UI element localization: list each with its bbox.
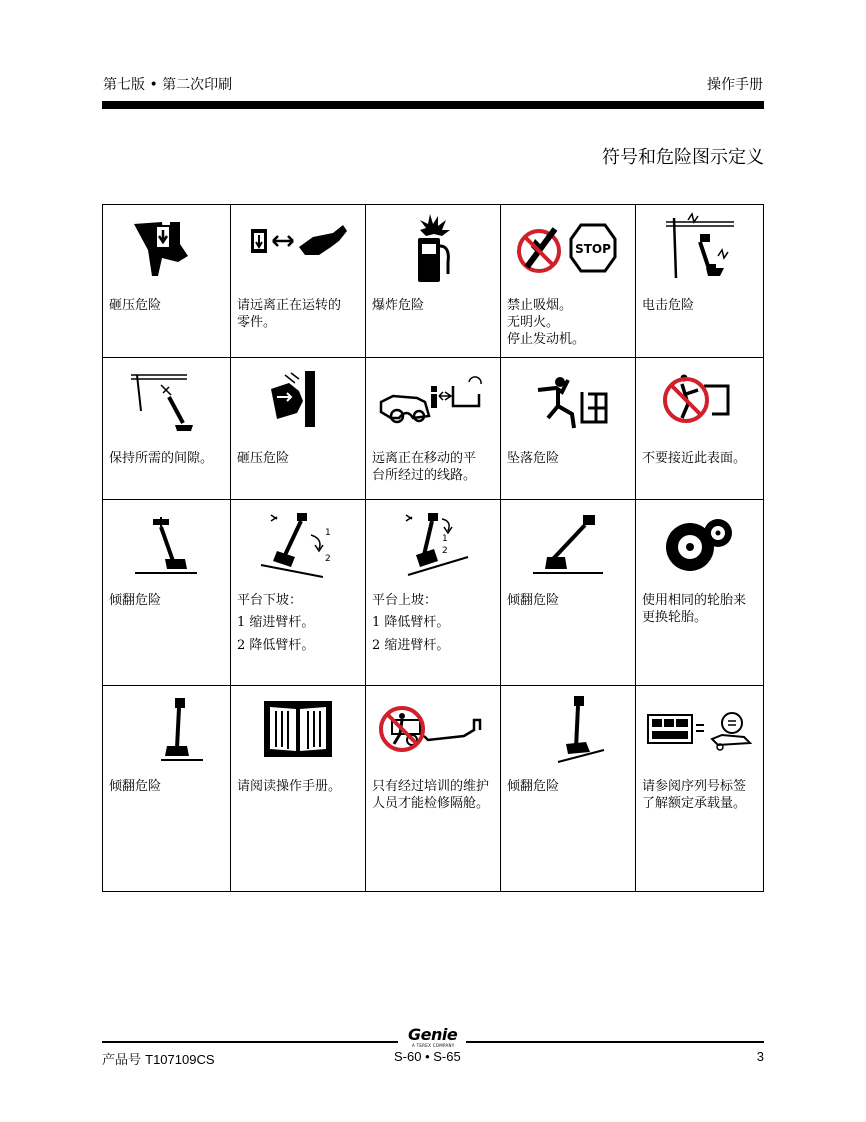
tip-over-hazard-4-icon xyxy=(501,686,635,774)
trained-personnel-only-icon xyxy=(366,686,500,774)
symbol-caption: 倾翻危险 xyxy=(109,593,162,608)
symbol-caption: 倾翻危险 xyxy=(109,779,162,794)
svg-text:2: 2 xyxy=(442,546,448,556)
genie-logo-tagline: A TEREX COMPANY xyxy=(412,1043,455,1048)
table-cell xyxy=(366,500,501,686)
table-cell xyxy=(636,358,764,500)
symbol-caption: 电击危险 xyxy=(642,298,695,313)
keep-away-moving-parts-icon xyxy=(231,205,365,293)
table-cell xyxy=(366,358,501,500)
table-cell xyxy=(103,205,231,358)
read-manual-icon xyxy=(231,686,365,774)
table-cell xyxy=(366,205,501,358)
symbol-caption: 请阅读操作手册。 xyxy=(237,779,342,794)
fall-hazard-icon xyxy=(501,358,635,446)
symbol-caption: 砸压危险 xyxy=(109,298,162,313)
tip-over-hazard-2-icon xyxy=(501,500,635,588)
symbol-caption: 平台下坡： xyxy=(237,593,303,608)
table-row xyxy=(103,205,764,358)
table-cell xyxy=(501,686,636,892)
maintain-clearance-icon xyxy=(103,358,230,446)
symbol-caption: 倾翻危险 xyxy=(507,779,560,794)
no-smoking-stop-icon xyxy=(501,205,635,293)
svg-text:STOP: STOP xyxy=(575,242,611,256)
product-label: 产品号 xyxy=(102,1053,146,1068)
symbols-table xyxy=(102,204,764,892)
footer-product-number xyxy=(102,1049,215,1068)
step-2: 2 缩进臂杆。 xyxy=(372,638,450,653)
header-rule xyxy=(102,101,764,109)
svg-text:2: 2 xyxy=(325,554,331,564)
electrocution-hazard-icon xyxy=(636,205,763,293)
footer-rule-left xyxy=(102,1041,398,1043)
symbol-caption: 禁止吸烟。 无明火。 停止发动机。 xyxy=(507,298,586,347)
svg-text:1: 1 xyxy=(325,528,331,538)
serial-label-capacity-icon xyxy=(636,686,763,774)
symbol-caption: 保持所需的间隙。 xyxy=(109,451,214,466)
table-cell xyxy=(231,686,366,892)
crush-hazard-2-icon xyxy=(231,358,365,446)
table-cell xyxy=(231,358,366,500)
genie-logo: Genie xyxy=(408,1025,458,1044)
footer-rule-right xyxy=(466,1041,764,1043)
tip-over-hazard-3-icon xyxy=(103,686,230,774)
symbol-caption: 只有经过培训的维护 人员才能检修隔舱。 xyxy=(372,779,490,811)
table-cell xyxy=(366,686,501,892)
symbol-caption: 倾翻危险 xyxy=(507,593,560,608)
symbol-caption: 不要接近此表面。 xyxy=(642,451,747,466)
symbol-caption: 平台上坡： xyxy=(372,593,438,608)
table-cell xyxy=(501,205,636,358)
table-row xyxy=(103,358,764,500)
table-cell xyxy=(231,205,366,358)
page-number: 3 xyxy=(756,1049,764,1064)
symbol-caption: 远离正在移动的平 台所经过的线路。 xyxy=(372,451,477,483)
table-cell xyxy=(103,500,231,686)
symbol-caption: 砸压危险 xyxy=(237,451,290,466)
page-title: 符号和危险图示定义 xyxy=(602,147,764,168)
header-manual-title: 操作手册 xyxy=(707,77,763,93)
platform-path-icon xyxy=(366,358,500,446)
table-cell xyxy=(636,686,764,892)
table-cell xyxy=(501,500,636,686)
table-cell xyxy=(103,686,231,892)
footer-models: S-60 • S-65 xyxy=(394,1049,461,1064)
downhill-icon xyxy=(231,500,365,588)
crush-hazard-icon xyxy=(103,205,230,293)
explosion-hazard-icon xyxy=(366,205,500,293)
table-row xyxy=(103,500,764,686)
step-1: 1 缩进臂杆。 xyxy=(237,615,315,630)
symbol-caption: 请参阅序列号标签 了解额定承载量。 xyxy=(642,779,747,811)
symbol-caption: 请远离正在运转的 零件。 xyxy=(237,298,342,330)
table-row xyxy=(103,686,764,892)
symbol-caption: 坠落危险 xyxy=(507,451,560,466)
step-1: 1 降低臂杆。 xyxy=(372,615,450,630)
no-touch-surface-icon xyxy=(636,358,763,446)
tire-replacement-icon xyxy=(636,500,763,588)
header-edition: 第七版 • 第二次印刷 xyxy=(103,77,233,93)
uphill-icon xyxy=(366,500,500,588)
table-cell xyxy=(501,358,636,500)
product-code: T107109CS xyxy=(145,1052,215,1067)
table-cell xyxy=(636,205,764,358)
svg-text:1: 1 xyxy=(442,534,448,544)
table-cell xyxy=(636,500,764,686)
table-cell xyxy=(231,500,366,686)
step-2: 2 降低臂杆。 xyxy=(237,638,315,653)
symbol-caption: 使用相同的轮胎来 更换轮胎。 xyxy=(642,593,747,625)
symbol-caption: 爆炸危险 xyxy=(372,298,425,313)
table-cell xyxy=(103,358,231,500)
tip-over-hazard-icon xyxy=(103,500,230,588)
